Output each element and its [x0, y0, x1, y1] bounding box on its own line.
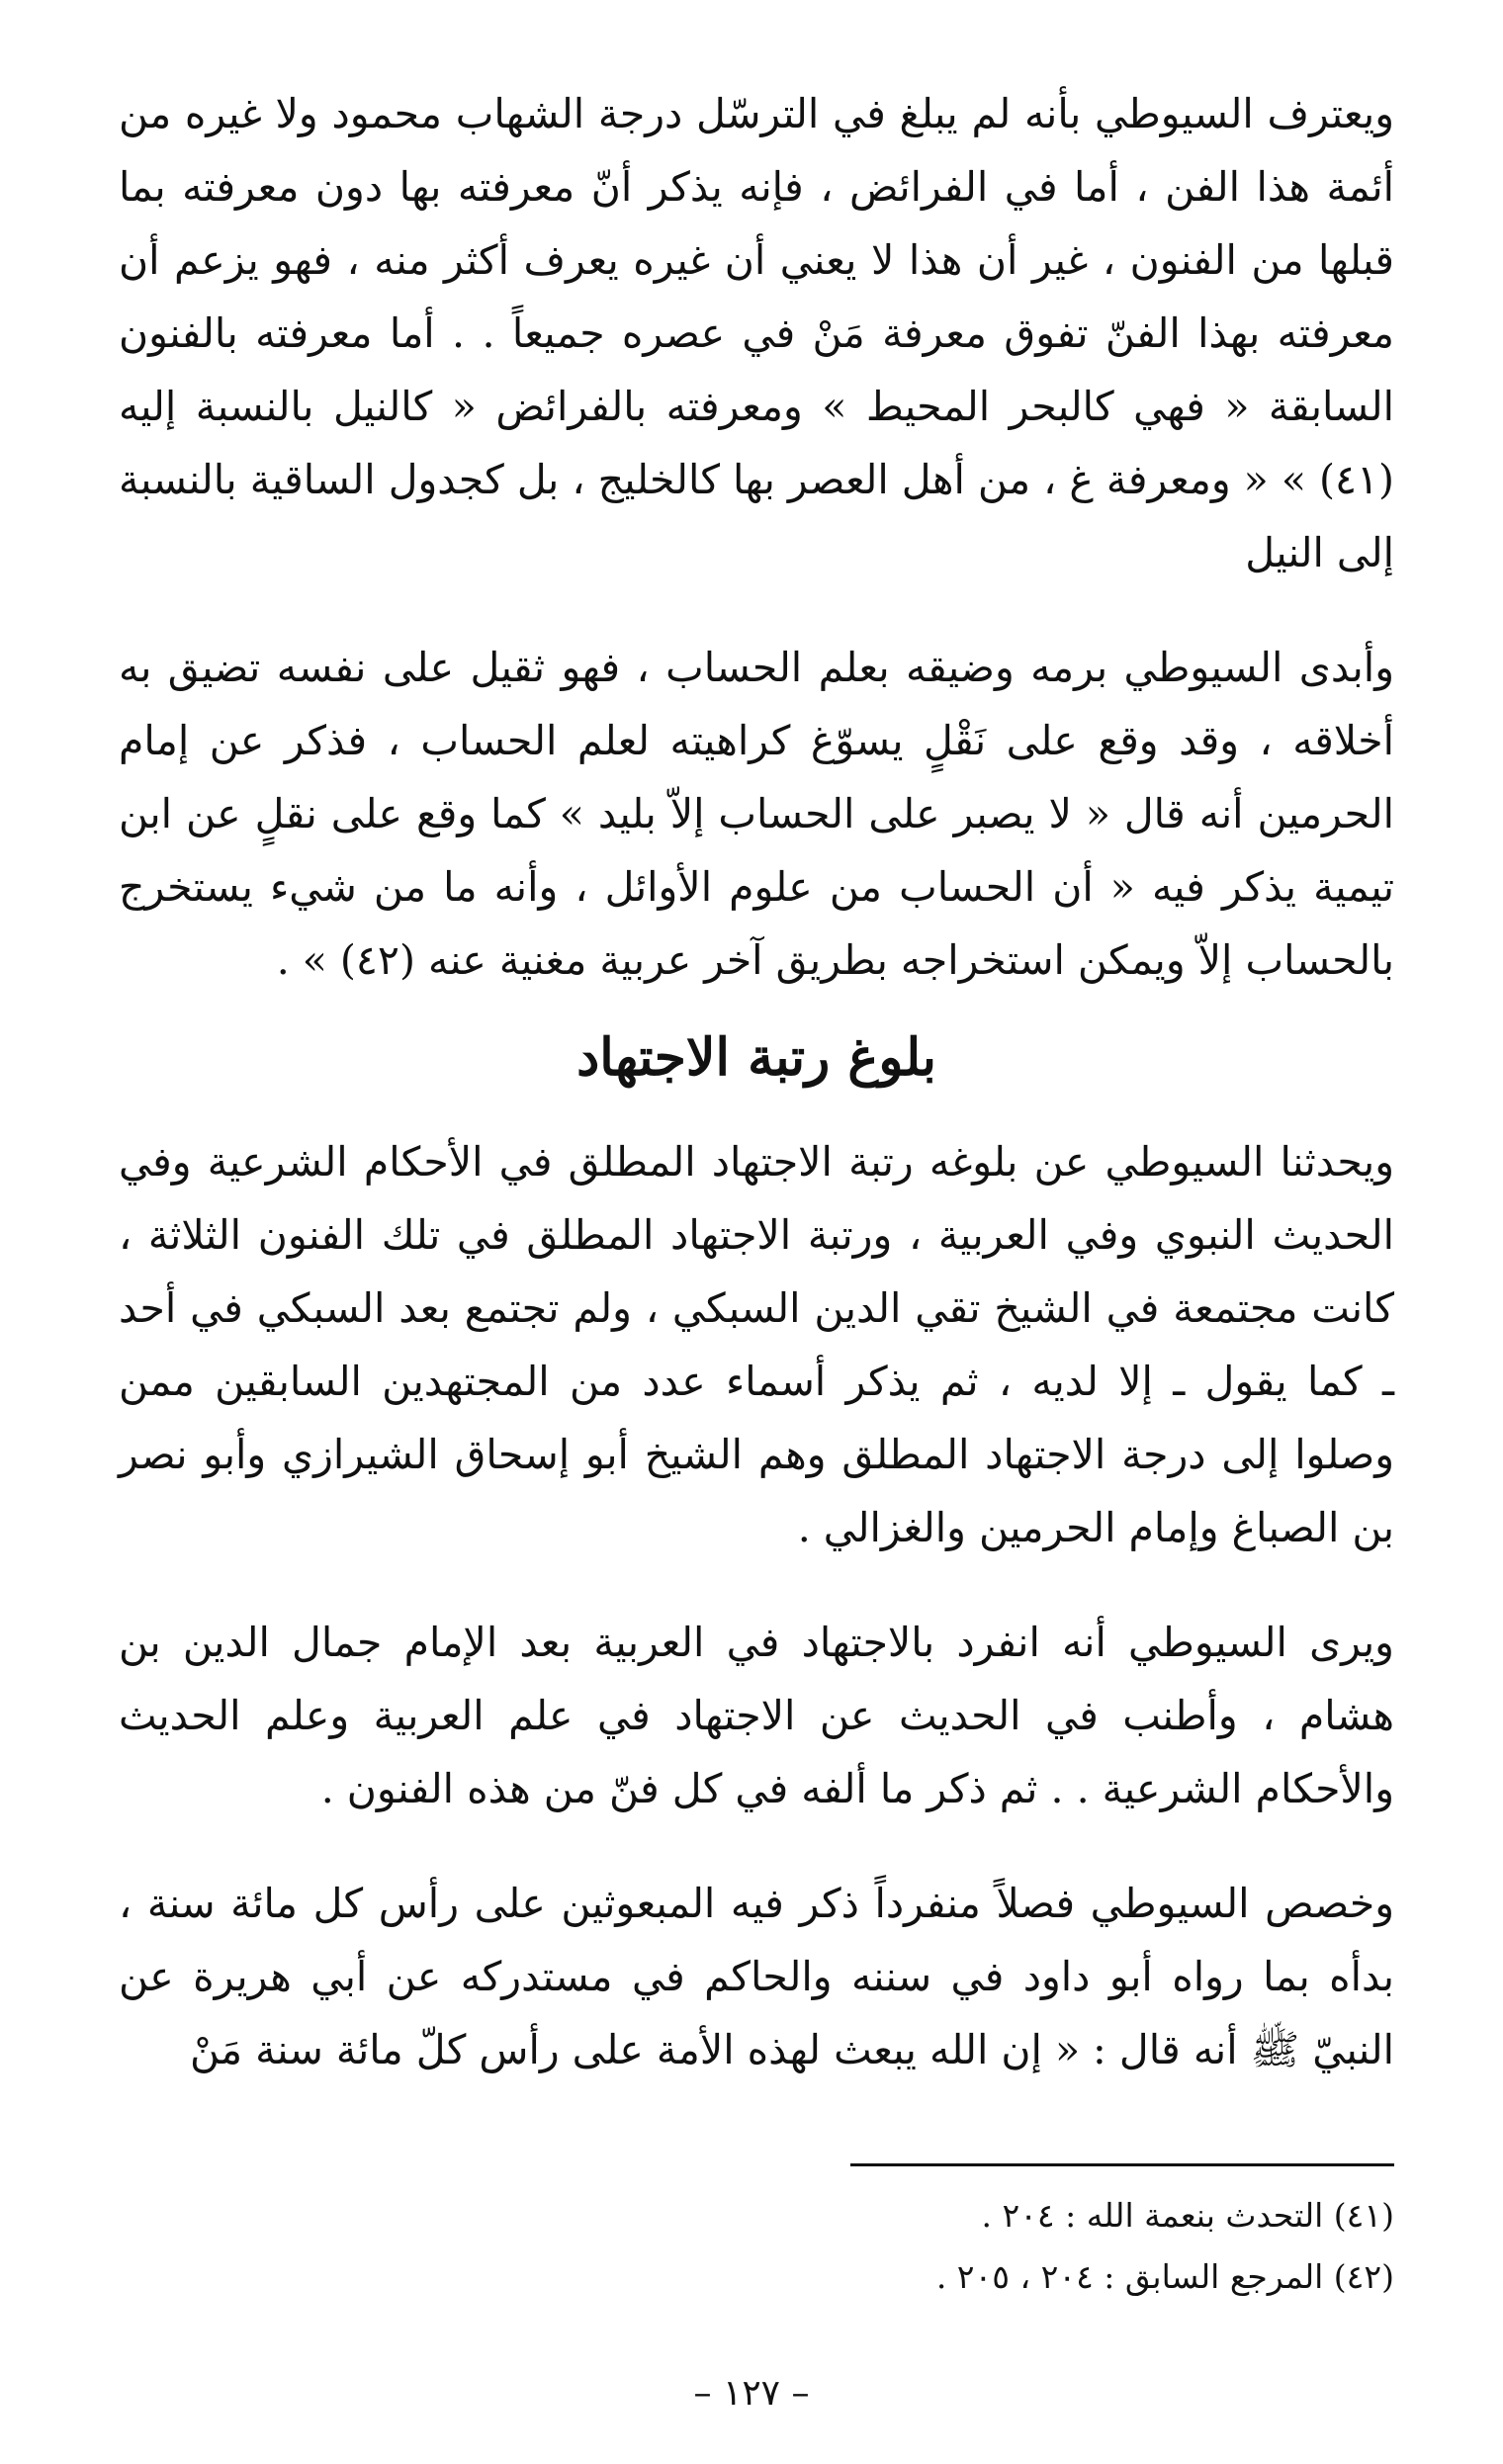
footnote-41: (٤١) التحدث بنعمة الله : ٢٠٤ . — [981, 2196, 1394, 2235]
paragraph-arithmetic: وأبدى السيوطي برمه وضيقه بعلم الحساب ، فهو ثقيل على نفسه تضيق به أخلاقه ، وقد وقع على نَقْلٍ يسوّغ كراهيته لعلم الحساب ، فذكر عن إمام الحرمين أنه قال « لا يصبر على الحساب إلاّ بليد » كما وقع على نقلٍ عن ابن تيمية يذكر فيه « أن الحساب من علوم الأوائل ، وأنه ما من شيء يستخرج بالحساب إلاّ ويمكن استخراجه بطريق آخر عربية مغنية عنه (٤٢) » . — [119, 644, 1394, 984]
page-number: – ١٢٧ – — [693, 2373, 810, 2414]
section-heading: بلوغ رتبة الاجتهاد — [576, 1027, 936, 1088]
main-text — [119, 77, 1394, 2086]
footnote-42: (٤٢) المرجع السابق : ٢٠٤ ، ٢٠٥ . — [935, 2257, 1394, 2296]
paragraph-ijtihad: ويحدثنا السيوطي عن بلوغه رتبة الاجتهاد المطلق في الأحكام الشرعية وفي الحديث النبوي وفي العربية ، ورتبة الاجتهاد المطلق في تلك الفنون الثلاثة ، كانت مجتمعة في الشيخ تقي الدين السبكي ، ولم تجتمع بعد السبكي في أحد ـ كما يقول ـ إلا لديه ، ثم يذكر أسماء عدد من المجتهدين السابقين ممن وصلوا إلى درجة الاجتهاد المطلق وهم الشيخ أبو إسحاق الشيرازي وأبو نصر بن الصباغ وإمام الحرمين والغزالي . — [119, 1138, 1394, 1551]
paragraph-arabic-ijtihad: ويرى السيوطي أنه انفرد بالاجتهاد في العربية بعد الإمام جمال الدين بن هشام ، وأطنب في الحديث عن الاجتهاد في علم العربية وعلم الحديث والأحكام الشرعية . . ثم ذكر ما ألفه في كل فنّ من هذه الفنون . — [119, 1619, 1394, 1812]
footnote-separator — [850, 2163, 1394, 2166]
paragraph-renewers: وخصص السيوطي فصلاً منفرداً ذكر فيه المبعوثين على رأس كل مائة سنة ، بدأه بما رواه أبو داود في سننه والحاكم في مستدركه عن أبي هريرة عن النبيّ ﷺ أنه قال : « إن الله يبعث لهذه الأمة على رأس كلّ مائة سنة مَنْ — [119, 1880, 1394, 2073]
footnotes — [702, 2185, 1394, 2308]
paragraph-translation-skill: ويعترف السيوطي بأنه لم يبلغ في الترسّل درجة الشهاب محمود ولا غيره من أئمة هذا الفن ، أما في الفرائض ، فإنه يذكر أنّ معرفته بها دون معرفته بما قبلها من الفنون ، غير أن هذا لا يعني أن غيره يعرف أكثر منه ، فهو يزعم أن معرفته بهذا الفنّ تفوق معرفة مَنْ في عصره جميعاً . . أما معرفته بالفنون السابقة « فهي كالبحر المحيط » ومعرفته بالفرائض « كالنيل بالنسبة إليه (٤١) » « ومعرفة غ ، من أهل العصر بها كالخليج ، بل كجدول الساقية بالنسبة إلى النيل — [119, 90, 1394, 576]
